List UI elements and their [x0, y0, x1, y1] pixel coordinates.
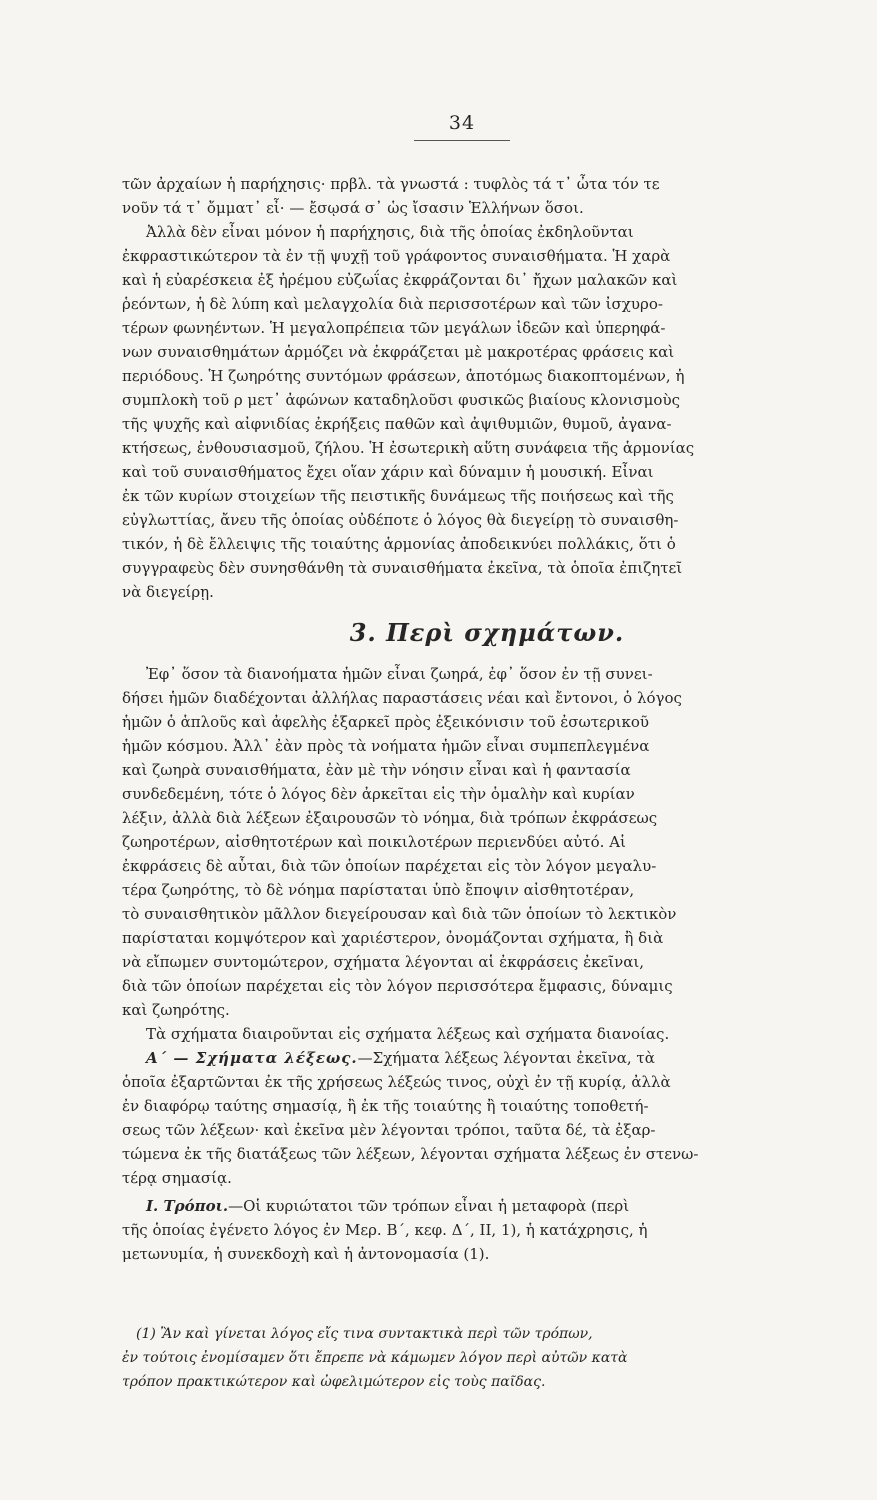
text-line: εὐγλωττίας, ἄνευ τῆς ὁποίας οὐδέποτε ὁ λόγος θὰ διεγείρῃ τὸ συναισθη-	[122, 511, 679, 529]
text-line: τέρων φωνηέντων. Ἡ μεγαλοπρέπεια τῶν μεγάλων ἰδεῶν καὶ ὑπερηφά-	[122, 319, 666, 337]
text-line: ῥεόντων, ἡ δὲ λύπη καὶ μελαγχολία διὰ περισσοτέρων καὶ τῶν ἰσχυρο-	[122, 295, 663, 313]
text-line: κτήσεως, ἐνθουσιασμοῦ, ζήλου. Ἡ ἐσωτερικὴ αὕτη συνάφεια τῆς ἁρμονίας	[122, 439, 695, 457]
text-line: τῶν ἀρχαίων ἡ παρήχησις· πρβλ. τὰ γνωστά : τυφλὸς τά τ᾽ ὦτα τόν τε	[122, 175, 660, 193]
text-line: τώμενα ἐκ τῆς διατάξεως τῶν λέξεων, λέγονται σχήματα λέξεως ἐν στενω-	[122, 1145, 699, 1163]
text-line: Ἐφ᾽ ὅσον τὰ διανοήματα ἡμῶν εἶναι ζωηρά, ἐφ᾽ ὅσον ἐν τῇ συνει-	[146, 665, 653, 683]
text-line: παρίσταται κομψότερον καὶ χαριέστερον, ὀνομάζονται σχήματα, ἢ διὰ	[122, 929, 664, 947]
text-line: νὰ εἴπωμεν συντομώτερον, σχήματα λέγονται αἱ ἐκφράσεις ἐκεῖναι,	[122, 953, 645, 971]
subheading-i: Ι. Τρόποι.	[146, 1197, 229, 1215]
text-line: ὁποῖα ἐξαρτῶνται ἐκ τῆς χρήσεως λέξεώς τινος, οὐχὶ ἐν τῇ κυρίᾳ, ἀλλὰ	[122, 1073, 671, 1091]
text-line: ἐκφραστικώτερον τὰ ἐν τῇ ψυχῇ τοῦ γράφοντος συναισθήματα. Ἡ χαρὰ	[122, 247, 671, 265]
footnote-marker: (1)	[136, 1326, 156, 1342]
text-line: ἡμῶν κόσμου. Ἀλλ᾽ ἐὰν πρὸς τὰ νοήματα ἡμῶν εἶναι συμπεπλεγμένα	[122, 737, 650, 755]
footnote-line	[122, 1322, 822, 1346]
text-line: ἐκφράσεις δὲ αὗται, διὰ τῶν ὁποίων παρέχεται εἰς τὸν λόγον μεγαλυ-	[122, 857, 657, 875]
subheading-a-text: —Σχήματα λέξεως λέγονται ἐκεῖνα, τὰ	[357, 1049, 655, 1067]
text-line: ζωηροτέρων, αἰσθητοτέρων καὶ ποικιλοτέρων περιενδύει αὐτό. Αἱ	[122, 833, 626, 851]
subheading-a: Α΄ — Σχήματα λέξεως.	[146, 1049, 358, 1067]
body-text	[122, 172, 822, 1266]
text-line: καὶ ζωηρὰ συναισθήματα, ἐὰν μὲ τὴν νόησιν εἶναι καὶ ἡ φαντασία	[122, 761, 631, 779]
text-line: συγγραφεὺς δὲν συνησθάνθη τὰ συναισθήματα ἐκεῖνα, τὰ ὁποῖα ἐπιζητεῖ	[122, 559, 683, 577]
text-line: τῆς ὁποίας ἐγένετο λόγος ἐν Μερ. Β΄, κεφ. Δ΄, ΙΙ, 1), ἡ κατάχρησις, ἡ	[122, 1221, 648, 1239]
text-line: συνδεδεμένη, τότε ὁ λόγος δὲν ἀρκεῖται εἰς τὴν ὁμαλὴν καὶ κυρίαν	[122, 785, 635, 803]
page-number: 34	[448, 112, 476, 134]
text-line: νὰ διεγείρῃ.	[122, 583, 214, 601]
text-line: συμπλοκὴ τοῦ ρ μετ᾽ ἀφώνων καταδηλοῦσι φυσικῶς βιαίους κλονισμοὺς	[122, 391, 680, 409]
text-line: τέρα ζωηρότης, τὸ δὲ νόημα παρίσταται ὑπὸ ἔποψιν αἰσθητοτέραν,	[122, 881, 635, 899]
text-line: καὶ ζωηρότης.	[122, 1001, 230, 1019]
subheading-i-text: —Οἱ κυριώτατοι τῶν τρόπων εἶναι ἡ μεταφορὰ (περὶ	[228, 1197, 630, 1215]
text-line: καὶ τοῦ συναισθήματος ἔχει οἵαν χάριν καὶ δύναμιν ἡ μουσική. Εἶναι	[122, 463, 654, 481]
section-title: 3. Περὶ σχημάτων.	[349, 618, 625, 647]
text-line: ἡμῶν ὁ ἁπλοῦς καὶ ἀφελὴς ἐξαρκεῖ πρὸς ἐξεικόνισιν τοῦ ἐσωτερικοῦ	[122, 713, 650, 731]
text-line: τέρᾳ σημασίᾳ.	[122, 1169, 232, 1187]
text-line: τὸ συναισθητικὸν μᾶλλον διεγείρουσαν καὶ διὰ τῶν ὁποίων τὸ λεκτικὸν	[122, 905, 677, 923]
text-line: νοῦν τά τ᾽ ὄμματ᾽ εἶ· — ἔσῳσά σ᾽ ὡς ἴσασιν Ἑλλήνων ὅσοι.	[122, 199, 584, 217]
footnote-line: ἐν τούτοις ἐνομίσαμεν ὅτι ἔπρεπε νὰ κάμωμεν λόγον περὶ αὐτῶν κατὰ	[122, 1350, 628, 1366]
text-line: τικόν, ἡ δὲ ἔλλειψις τῆς τοιαύτης ἁρμονίας ἀποδεικνύει πολλάκις, ὅτι ὁ	[122, 535, 676, 553]
text-line: καὶ ἡ εὐαρέσκεια ἐξ ἠρέμου εὐζωΐας ἐκφράζονται δι᾽ ἤχων μαλακῶν καὶ	[122, 271, 678, 289]
footnote-line: τρόπον πρακτικώτερον καὶ ὠφελιμώτερον εἰς τοὺς παῖδας.	[122, 1374, 546, 1390]
footnote	[122, 1322, 822, 1394]
text-line: νων συναισθημάτων ἁρμόζει νὰ ἐκφράζεται μὲ μακροτέρας φράσεις καὶ	[122, 343, 675, 361]
text-line: δήσει ἡμῶν διαδέχονται ἀλλήλας παραστάσεις νέαι καὶ ἔντονοι, ὁ λόγος	[122, 689, 682, 707]
page-number-rule	[414, 140, 510, 141]
subheading-line	[122, 1046, 822, 1070]
text-line: διὰ τῶν ὁποίων παρέχεται εἰς τὸν λόγον περισσότερα ἔμφασις, δύναμις	[122, 977, 673, 995]
subheading-line	[122, 1194, 822, 1218]
text-line: μετωνυμία, ἡ συνεκδοχὴ καὶ ἡ ἀντονομασία (1).	[122, 1245, 490, 1263]
text-line: ἐκ τῶν κυρίων στοιχείων τῆς πειστικῆς δυνάμεως τῆς ποιήσεως καὶ τῆς	[122, 487, 674, 505]
text-line: τῆς ψυχῆς καὶ αἰφνιδίας ἐκρήξεις παθῶν καὶ ἀψιθυμιῶν, θυμοῦ, ἀγανα-	[122, 415, 672, 433]
text-line: Ἀλλὰ δὲν εἶναι μόνον ἡ παρήχησις, διὰ τῆς ὁποίας ἐκδηλοῦνται	[146, 223, 634, 241]
text-line: σεως τῶν λέξεων· καὶ ἐκεῖνα μὲν λέγονται τρόποι, ταῦτα δέ, τὰ ἐξαρ-	[122, 1121, 656, 1139]
text-line: ἐν διαφόρῳ ταύτης σημασίᾳ, ἢ ἐκ τῆς τοιαύτης ἢ τοιαύτης τοποθετή-	[122, 1097, 649, 1115]
text-line: λέξιν, ἀλλὰ διὰ λέξεων ἐξαιρουσῶν τὸ νόημα, διὰ τρόπων ἐκφράσεως	[122, 809, 658, 827]
text-line: περιόδους. Ἡ ζωηρότης συντόμων φράσεων, ἀποτόμως διακοπτομένων, ἡ	[122, 367, 685, 385]
text-line: Τὰ σχήματα διαιροῦνται εἰς σχήματα λέξεως καὶ σχήματα διανοίας.	[146, 1025, 670, 1043]
footnote-text: Ἂν καὶ γίνεται λόγος εἴς τινα συντακτικὰ περὶ τῶν τρόπων,	[160, 1326, 593, 1342]
